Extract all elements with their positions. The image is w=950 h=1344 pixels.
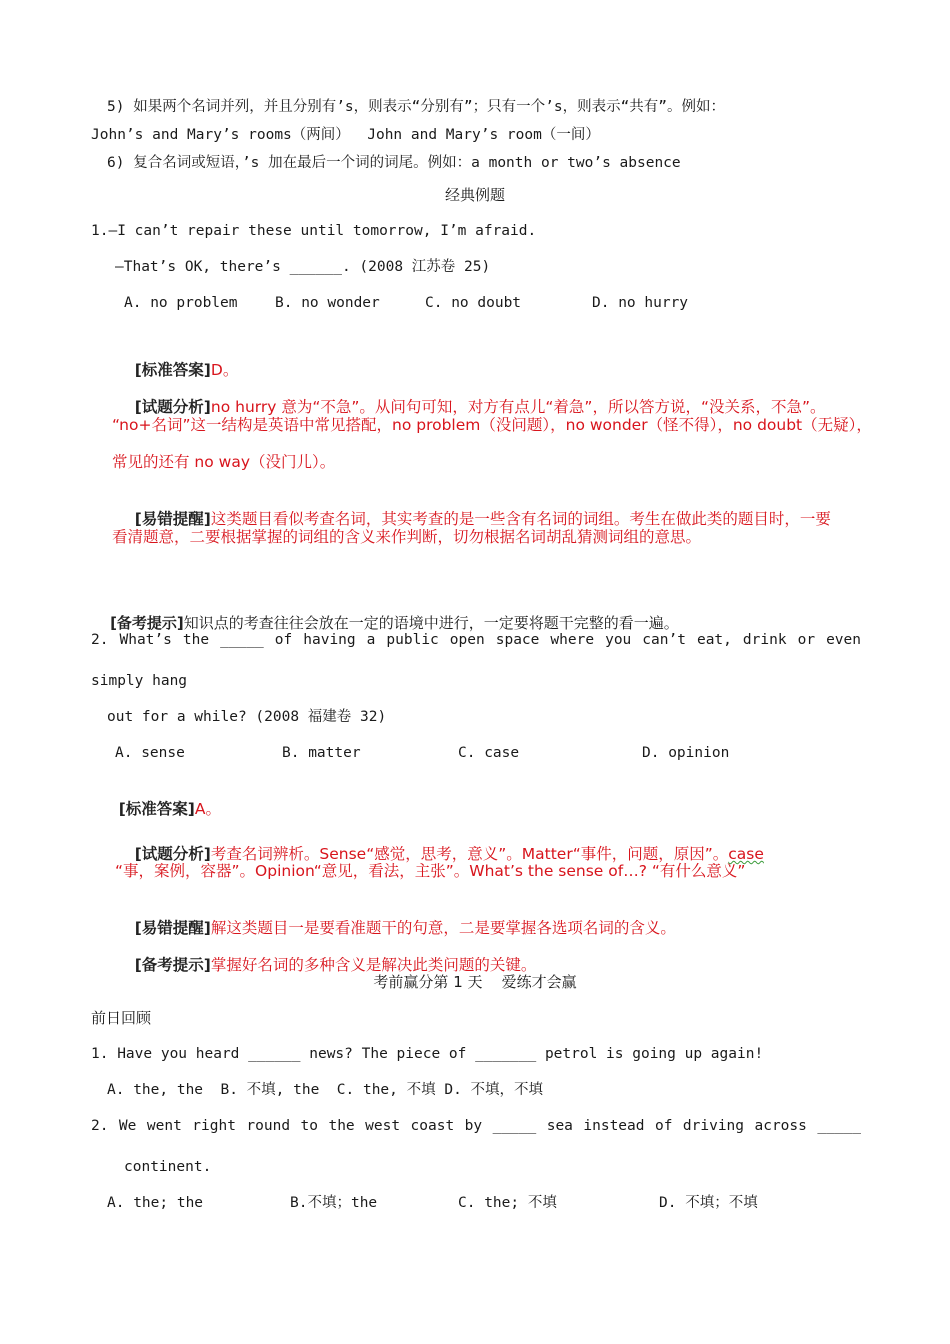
- q1-answer-value: D。: [210, 361, 239, 379]
- q1-analysis-line3: 常见的还有 no way（没门儿）。: [112, 453, 336, 471]
- r2-line1: 2. We went right round to the west coast by _____ sea instead of driving across _____: [91, 1118, 861, 1134]
- q2-option-a: A. sense: [115, 745, 185, 761]
- q1-analysis-text1: no hurry 意为“不急”。从问句可知，对方有点儿“着急”，所以答方说，“没关系，不急”。: [210, 398, 826, 416]
- q1-tip-text: 知识点的考查往往会放在一定的语境中进行，一定要将题干完整的看一遍。: [183, 614, 679, 632]
- q2-mistake-text: 解这类题目一是要看准题干的句意，二是要掌握各选项名词的含义。: [210, 919, 676, 937]
- q2-analysis-text1: 考查名词辨析。Sense“感觉，思考，意义”。Matter“事件，问题，原因”。: [210, 845, 729, 863]
- review-title: 前日回顾: [91, 1009, 152, 1027]
- r2-option-a: A. the; the: [107, 1195, 204, 1211]
- q2-mistake-tag: [易错提醒]: [134, 919, 211, 937]
- q1-line2: —That’s OK, there’s ______. (2008 江苏卷 25): [115, 259, 491, 275]
- q2-answer-value: A。: [194, 800, 221, 818]
- q1-line1: 1.—I can’t repair these until tomorrow, I’m afraid.: [91, 223, 537, 239]
- q1-mistake-tag: [易错提醒]: [134, 510, 211, 528]
- q1-mistake-text1: 这类题目看似考查名词，其实考查的是一些含有名词的词组。考生在做此类的题目时，一要: [210, 510, 831, 528]
- section-title: 经典例题: [444, 186, 505, 204]
- q1-tip-tag: [备考提示]: [110, 614, 184, 632]
- day-title: 考前赢分第 1 天 爱练才会赢: [373, 973, 577, 991]
- q2-analysis-line2: “事，案例，容器”。Opinion“意见，看法，主张”。What’s the sense of…? “有什么意义”: [115, 862, 746, 880]
- q2-answer-tag: [标准答案]: [118, 800, 195, 818]
- q1-option-a: A. no problem: [124, 295, 238, 311]
- q1-option-c: C. no doubt: [425, 295, 522, 311]
- r2-line2: continent.: [124, 1159, 212, 1175]
- q1-analysis-tag: [试题分析]: [134, 398, 211, 416]
- q1-analysis-line2: “no+名词”这一结构是英语中常见搭配，no problem（没问题），no wonder（怪不得），no doubt（无疑），: [112, 416, 872, 434]
- q2-line2: simply hang: [91, 673, 188, 689]
- q1-mistake-line2: 看清题意，二要根据掌握的词组的含义来作判断，切勿根据名词胡乱猜测词组的意思。: [112, 528, 702, 546]
- q2-option-b: B. matter: [282, 745, 361, 761]
- rule5-line1: 5) 如果两个名词并列，并且分别有’s，则表示“分别有”；只有一个’s，则表示“共有”。例如：: [107, 99, 726, 115]
- q2-line3: out for a while? (2008 福建卷 32): [107, 709, 387, 725]
- q2-analysis-tag: [试题分析]: [134, 845, 211, 863]
- r1-line: 1. Have you heard ______ news? The piece of _______ petrol is going up again!: [91, 1046, 764, 1062]
- q2-option-c: C. case: [458, 745, 520, 761]
- q2-line1: 2. What’s the _____ of having a public open space where you can’t eat, drink or even: [91, 632, 861, 648]
- q1-option-d: D. no hurry: [592, 295, 689, 311]
- r1-options: A. the, the B. 不填, the C. the, 不填 D. 不填，不填: [107, 1082, 544, 1098]
- q2-analysis-case-word: case: [728, 845, 764, 863]
- q1-answer-tag: [标准答案]: [134, 361, 211, 379]
- r2-option-b: B.不填；the: [290, 1195, 378, 1211]
- q2-tip-text: 掌握好名词的多种含义是解决此类问题的关键。: [210, 956, 537, 974]
- q1-option-b: B. no wonder: [275, 295, 380, 311]
- q2-tip-tag: [备考提示]: [134, 956, 211, 974]
- r2-option-c: C. the; 不填: [458, 1195, 557, 1211]
- r2-option-d: D. 不填；不填: [659, 1195, 758, 1211]
- q2-option-d: D. opinion: [642, 745, 730, 761]
- rule6-line: 6) 复合名词或短语，’s 加在最后一个词的词尾。例如：a month or two’s absence: [107, 155, 681, 171]
- rule5-line2: John’s and Mary’s rooms（两间） John and Mary’s room（一间）: [91, 127, 600, 143]
